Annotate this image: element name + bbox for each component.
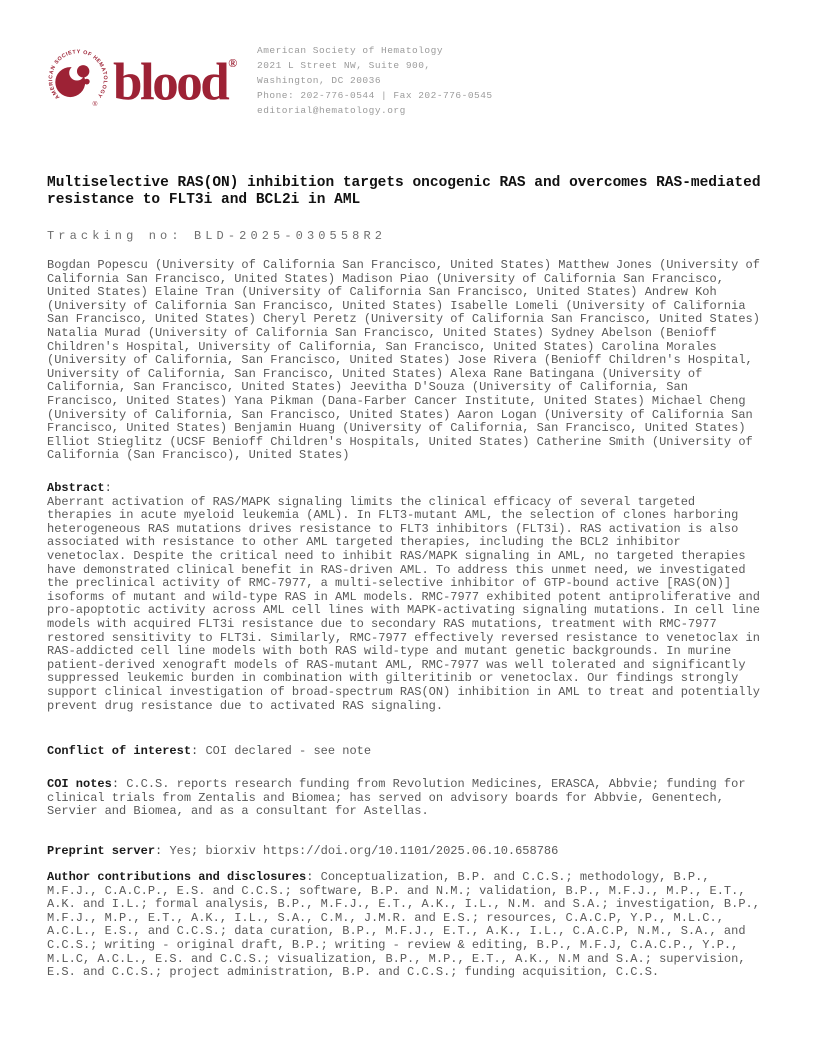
author-contributions-label: Author contributions and disclosures — [47, 870, 307, 884]
registered-trademark-symbol: ® — [228, 56, 238, 70]
abstract-label: Abstract — [47, 481, 105, 495]
tracking-number-line — [47, 229, 386, 243]
coi-notes-section — [47, 778, 764, 819]
address-line: Washington, DC 20036 — [257, 75, 382, 86]
tracking-value: BLD-2025-030558R2 — [193, 229, 387, 243]
journal-logo-block — [46, 47, 236, 113]
blood-wordmark — [113, 47, 236, 113]
author-contributions-body: Conceptualization, B.P. and C.C.S.; methodology, B.P., M.F.J., C.A.C.P., E.S. and C.C.S.; software, B.P. and N.M.; validation, B.P., M.F.J., M.P., E.T., A.K. and I.L.; formal analysis, B.P., M.F.J., E.T., A.K., I.L., N.M. and S.A.; investigation, B.P., M.F.J., M.P., E.T., A.K., I.L., S.A., C.M., J.M.R. and E.S.; resources, C.A.C.P, Y.P., M.L.C., A.C.L., E.S., and C.C.S.; data curation, B.P., M.F.J., E.T., A.K., I.L., C.A.C.P, N.M., S.A., and C.C.S.; writing - original draft, B.P.; writing - review & editing, B.P., M.F.J, C.A.C.P., Y.P., M.L.C, A.C.L., E.S. and C.C.S.; visualization, B.P., M.P., E.T., A.K., N.M and S.A.; supervision, E.S. and C.C.S.; project administration, B.P. and C.C.S.; funding acquisition, C.C.S. — [47, 870, 760, 980]
abstract-body: Aberrant activation of RAS/MAPK signaling limits the clinical efficacy of several targeted therapies in acute myeloid leukemia (AML). In FLT3-mutant AML, the selection of clones harboring heterogeneous RAS mutations drives resistance to FLT3 inhibitors (FLT3i). RAS activation is also associated with resistance to other AML targeted therapies, including the BCL2 inhibitor venetoclax. Despite the critical need to inhibit RAS/MAPK signaling in AML, no targeted therapies have demonstrated clinical benefit in RAS-driven AML. To address this unmet need, we investigated the preclinical activity of RMC-7977, a multi-selective inhibitor of GTP-bound active [RAS(ON)] isoforms of mutant and wild-type RAS in AML models. RMC-7977 exhibited potent antiproliferative and pro-apoptotic activity across AML cell lines with MAPK-activating signaling mutations. In cell line models with acquired FLT3i resistance due to secondary RAS mutations, treatment with RMC-7977 restored sensitivity to FLT3i. Similarly, RMC-7977 effectively reversed resistance to venetoclax in RAS-addicted cell line models with both RAS wild-type and mutant genetic backgrounds. In murine patient-derived xenograft models of RAS-mutant AML, RMC-7977 was well tolerated and significantly suppressed leukemic burden in combination with gilteritinib or venetoclax. Our findings strongly support clinical investigation of broad-spectrum RAS(ON) inhibition in AML to treat and potentially prevent drug resistance due to activated RAS signaling. — [47, 494, 760, 713]
coi-notes-body: C.C.S. reports research funding from Revolution Medicines, ERASCA, Abbvie; funding for clinical trials from Zentalis and Biomea; has served on advisory boards for Abbvie, Genentech, Servier and Biomea, and as a consultant for Astellas. — [47, 777, 746, 819]
conflict-of-interest-body: COI declared - see note — [205, 744, 372, 758]
svg-text:AMERICAN SOCIETY OF HEMATOLOGY: AMERICAN SOCIETY OF HEMATOLOGY — [48, 49, 108, 100]
svg-text:®: ® — [92, 100, 98, 108]
ash-emblem-icon — [46, 47, 110, 111]
manuscript-title: Multiselective RAS(ON) inhibition targets oncogenic RAS and overcomes RAS-mediated resistance to FLT3i and BCL2i in AML — [47, 175, 761, 208]
address-line: Phone: 202-776-0544 | Fax 202-776-0545 — [257, 90, 493, 101]
author-contributions-separator: : — [306, 870, 321, 884]
address-line: editorial@hematology.org — [257, 105, 406, 116]
preprint-server-label: Preprint server — [47, 844, 156, 858]
tracking-label: Tracking no: — [47, 229, 183, 243]
author-list: Bogdan Popescu (University of California San Francisco, United States) Matthew Jones (University of California San Francisco, United States) Madison Piao (University of California San Francisco, United States) Elaine Tran (University of California San Francisco, United States) Andrew Koh (University of California San Francisco, United States) Isabelle Lomeli (University of California San Francisco, United States) Cheryl Peretz (University of California San Francisco, United States) Natalia Murad (University of California San Francisco, United States) Sydney Abelson (Benioff Children's Hospital, University of California, San Francisco, United States) Carolina Morales (University of California, San Francisco, United States) Jose Rivera (Benioff Children's Hospital, University of California, San Francisco, United States) Alexa Rane Batingana (University of California, San Francisco, United States) Jeevitha D'Souza (University of California, San Francisco, United States) Yana Pikman (Dana-Farber Cancer Institute, United States) Michael Cheng (University of California, San Francisco, United States) Aaron Logan (University of California San Francisco, United States) Benjamin Huang (University of California, San Francisco, United States) Elliot Stieglitz (UCSF Benioff Children's Hospitals, United States) Catherine Smith (University of California (San Francisco), United States) — [47, 258, 760, 463]
preprint-server-body: Yes; biorxiv https://doi.org/10.1101/2025.06.10.658786 — [169, 844, 559, 858]
blood-wordmark-text: blood — [113, 53, 228, 112]
abstract-section — [47, 482, 764, 713]
abstract-separator: : — [104, 481, 112, 495]
address-line: American Society of Hematology — [257, 45, 444, 56]
conflict-of-interest-separator: : — [191, 744, 206, 758]
conflict-of-interest-section — [47, 745, 764, 759]
publisher-address — [257, 43, 493, 118]
conflict-of-interest-label: Conflict of interest — [47, 744, 192, 758]
preprint-server-section — [47, 845, 764, 859]
address-line: 2021 L Street NW, Suite 900, — [257, 60, 431, 71]
coi-notes-label: COI notes — [47, 777, 112, 791]
coi-notes-separator: : — [111, 777, 127, 791]
author-contributions-section — [47, 871, 764, 980]
abstract-heading — [47, 482, 764, 496]
preprint-server-separator: : — [155, 844, 170, 858]
